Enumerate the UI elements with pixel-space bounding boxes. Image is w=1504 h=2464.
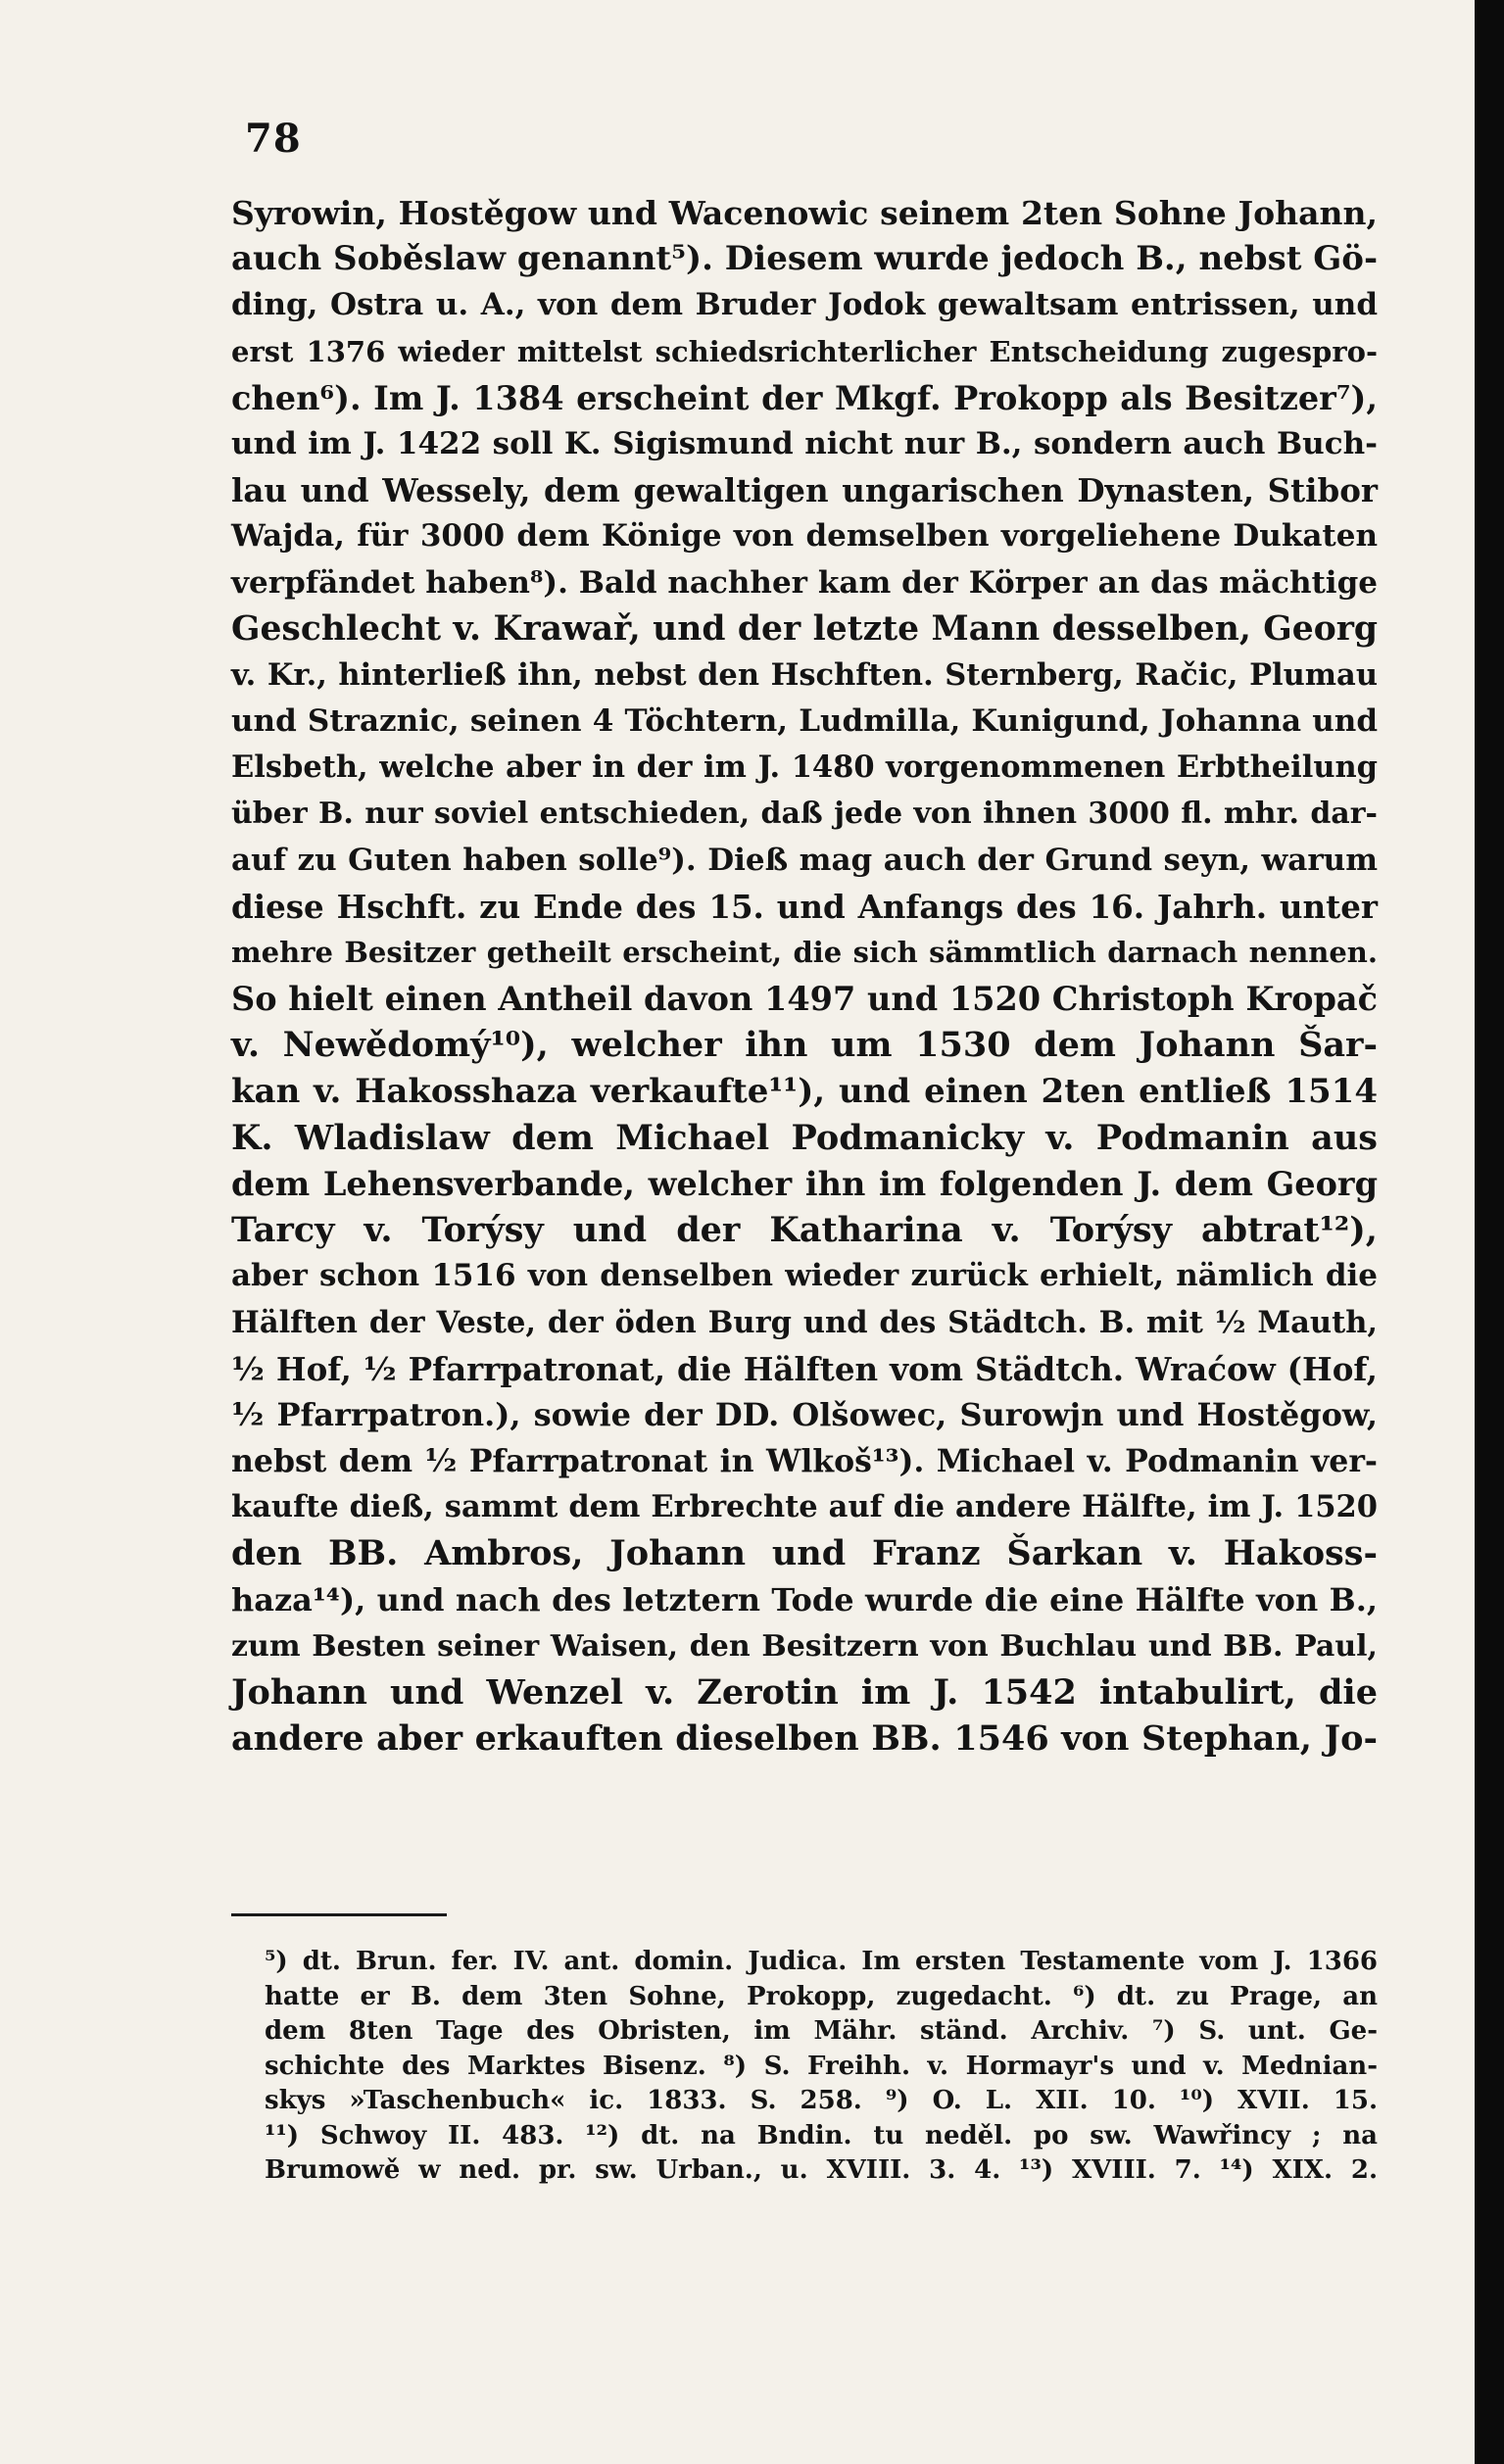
footnote-line: ⁵) dt. Brun. fer. IV. ant. domin. Judica. Im ersten Testamente vom J. 1366 [265,1947,1378,1976]
text-line: Elsbeth, welche aber in der im J. 1480 vorgenommenen Erbtheilung [231,749,1378,786]
text-line: haza¹⁴), und nach des letztern Tode wurde die eine Hälfte von B., [231,1580,1378,1619]
text-line: und im J. 1422 soll K. Sigismund nicht nur B., sondern auch Buch- [231,425,1378,461]
text-line: dem Lehensverbande, welcher ihn im folgenden J. dem Georg [231,1164,1378,1203]
footnote-line: skys »Taschenbuch« ic. 1833. S. 258. ⁹) O. L. XII. 10. ¹⁰) XVII. 15. [265,2086,1378,2115]
text-line: chen⁶). Im J. 1384 erscheint der Mkgf. Prokopp als Besitzer⁷), [231,378,1378,417]
text-line: ½ Pfarrpatron.), sowie der DD. Olšowec, Surowjn und Hostěgow, [231,1395,1378,1433]
scan-border [1475,0,1504,2464]
text-line: Johann und Wenzel v. Zerotin im J. 1542 intabulirt, die [231,1672,1378,1713]
text-line: kaufte dieß, sammt dem Erbrechte auf die andere Hälfte, im J. 1520 [231,1489,1378,1525]
page-number: 78 [245,116,302,162]
text-line: Geschlecht v. Krawař, und der letzte Mann desselben, Georg [231,608,1378,649]
text-line: nebst dem ½ Pfarrpatronat in Wlkoš¹³). Michael v. Podmanin ver- [231,1443,1378,1480]
text-line: über B. nur soviel entschieden, daß jede von ihnen 3000 fl. mhr. dar- [231,797,1378,832]
footnote-rule [231,1913,447,1916]
text-line: diese Hschft. zu Ende des 15. und Anfangs des 16. Jahrh. unter [231,887,1378,926]
text-line: zum Besten seiner Waisen, den Besitzern von Buchlau und BB. Paul, [231,1628,1378,1664]
footnote-line: hatte er B. dem 3ten Sohne, Prokopp, zugedacht. ⁶) dt. zu Prage, an [265,1981,1378,2011]
text-line: K. Wladislaw dem Michael Podmanicky v. Podmanin aus [231,1117,1378,1158]
text-line: andere aber erkauften dieselben BB. 1546 von Stephan, Jo- [231,1718,1378,1760]
text-line: und Straznic, seinen 4 Töchtern, Ludmilla, Kunigund, Johanna und [231,703,1378,740]
text-line: auch Soběslaw genannt⁵). Diesem wurde jedoch B., nebst Gö- [231,239,1379,279]
footnote-line: Brumowě w ned. pr. sw. Urban., u. XVIII. 3. 4. ¹³) XVIII. 7. ¹⁴) XIX. 2. [265,2155,1378,2185]
text-line: Hälften der Veste, der öden Burg und des Städtch. B. mit ½ Mauth, [231,1304,1378,1340]
text-line: v. Newědomý¹⁰), welcher ihn um 1530 dem Johann Šar- [231,1025,1378,1066]
footnote-line: dem 8ten Tage des Obristen, im Mähr. ständ. Archiv. ⁷) S. unt. Ge- [265,2016,1378,2046]
text-line: ding, Ostra u. A., von dem Bruder Jodok gewaltsam entrissen, und [231,287,1378,323]
text-line: auf zu Guten haben solle⁹). Dieß mag auch der Grund seyn, warum [231,842,1378,878]
text-line: den BB. Ambros, Johann und Franz Šarkan v. Hakoss- [231,1533,1378,1574]
text-line: kan v. Hakosshaza verkaufte¹¹), und einen 2ten entließ 1514 [231,1071,1378,1111]
text-line: Wajda, für 3000 dem Könige von demselben vorgeliehene Dukaten [231,518,1378,555]
text-line: Tarcy v. Torýsy und der Katharina v. Torýsy abtrat¹²), [231,1210,1378,1251]
footnotes [265,1945,1378,2189]
body-text [231,190,1378,1762]
text-line: Syrowin, Hostěgow und Wacenowic seinem 2ten Sohne Johann, [231,194,1378,232]
text-line: aber schon 1516 von denselben wieder zurück erhielt, nämlich die [231,1258,1378,1294]
text-line: So hielt einen Antheil davon 1497 und 1520 Christoph Kropač [231,980,1378,1019]
text-line: lau und Wessely, dem gewaltigen ungarischen Dynasten, Stibor [231,471,1378,510]
footnote-line: ¹¹) Schwoy II. 483. ¹²) dt. na Bndin. tu neděl. po sw. Wawřincy ; na [265,2120,1378,2150]
text-line: v. Kr., hinterließ ihn, nebst den Hschften. Sternberg, Račic, Plumau [231,656,1378,693]
text-line: ½ Hof, ½ Pfarrpatronat, die Hälften vom Städtch. Wraćow (Hof, [231,1349,1378,1388]
footnote-line: schichte des Marktes Bisenz. ⁸) S. Freihh. v. Hormayr's und v. Mednian- [265,2051,1378,2081]
text-line: erst 1376 wieder mittelst schiedsrichterlicher Entscheidung zugespro- [231,334,1378,368]
text-line: verpfändet haben⁸). Bald nachher kam der Körper an das mächtige [231,564,1378,601]
text-line: mehre Besitzer getheilt erscheint, die sich sämmtlich darnach nennen. [231,936,1378,969]
